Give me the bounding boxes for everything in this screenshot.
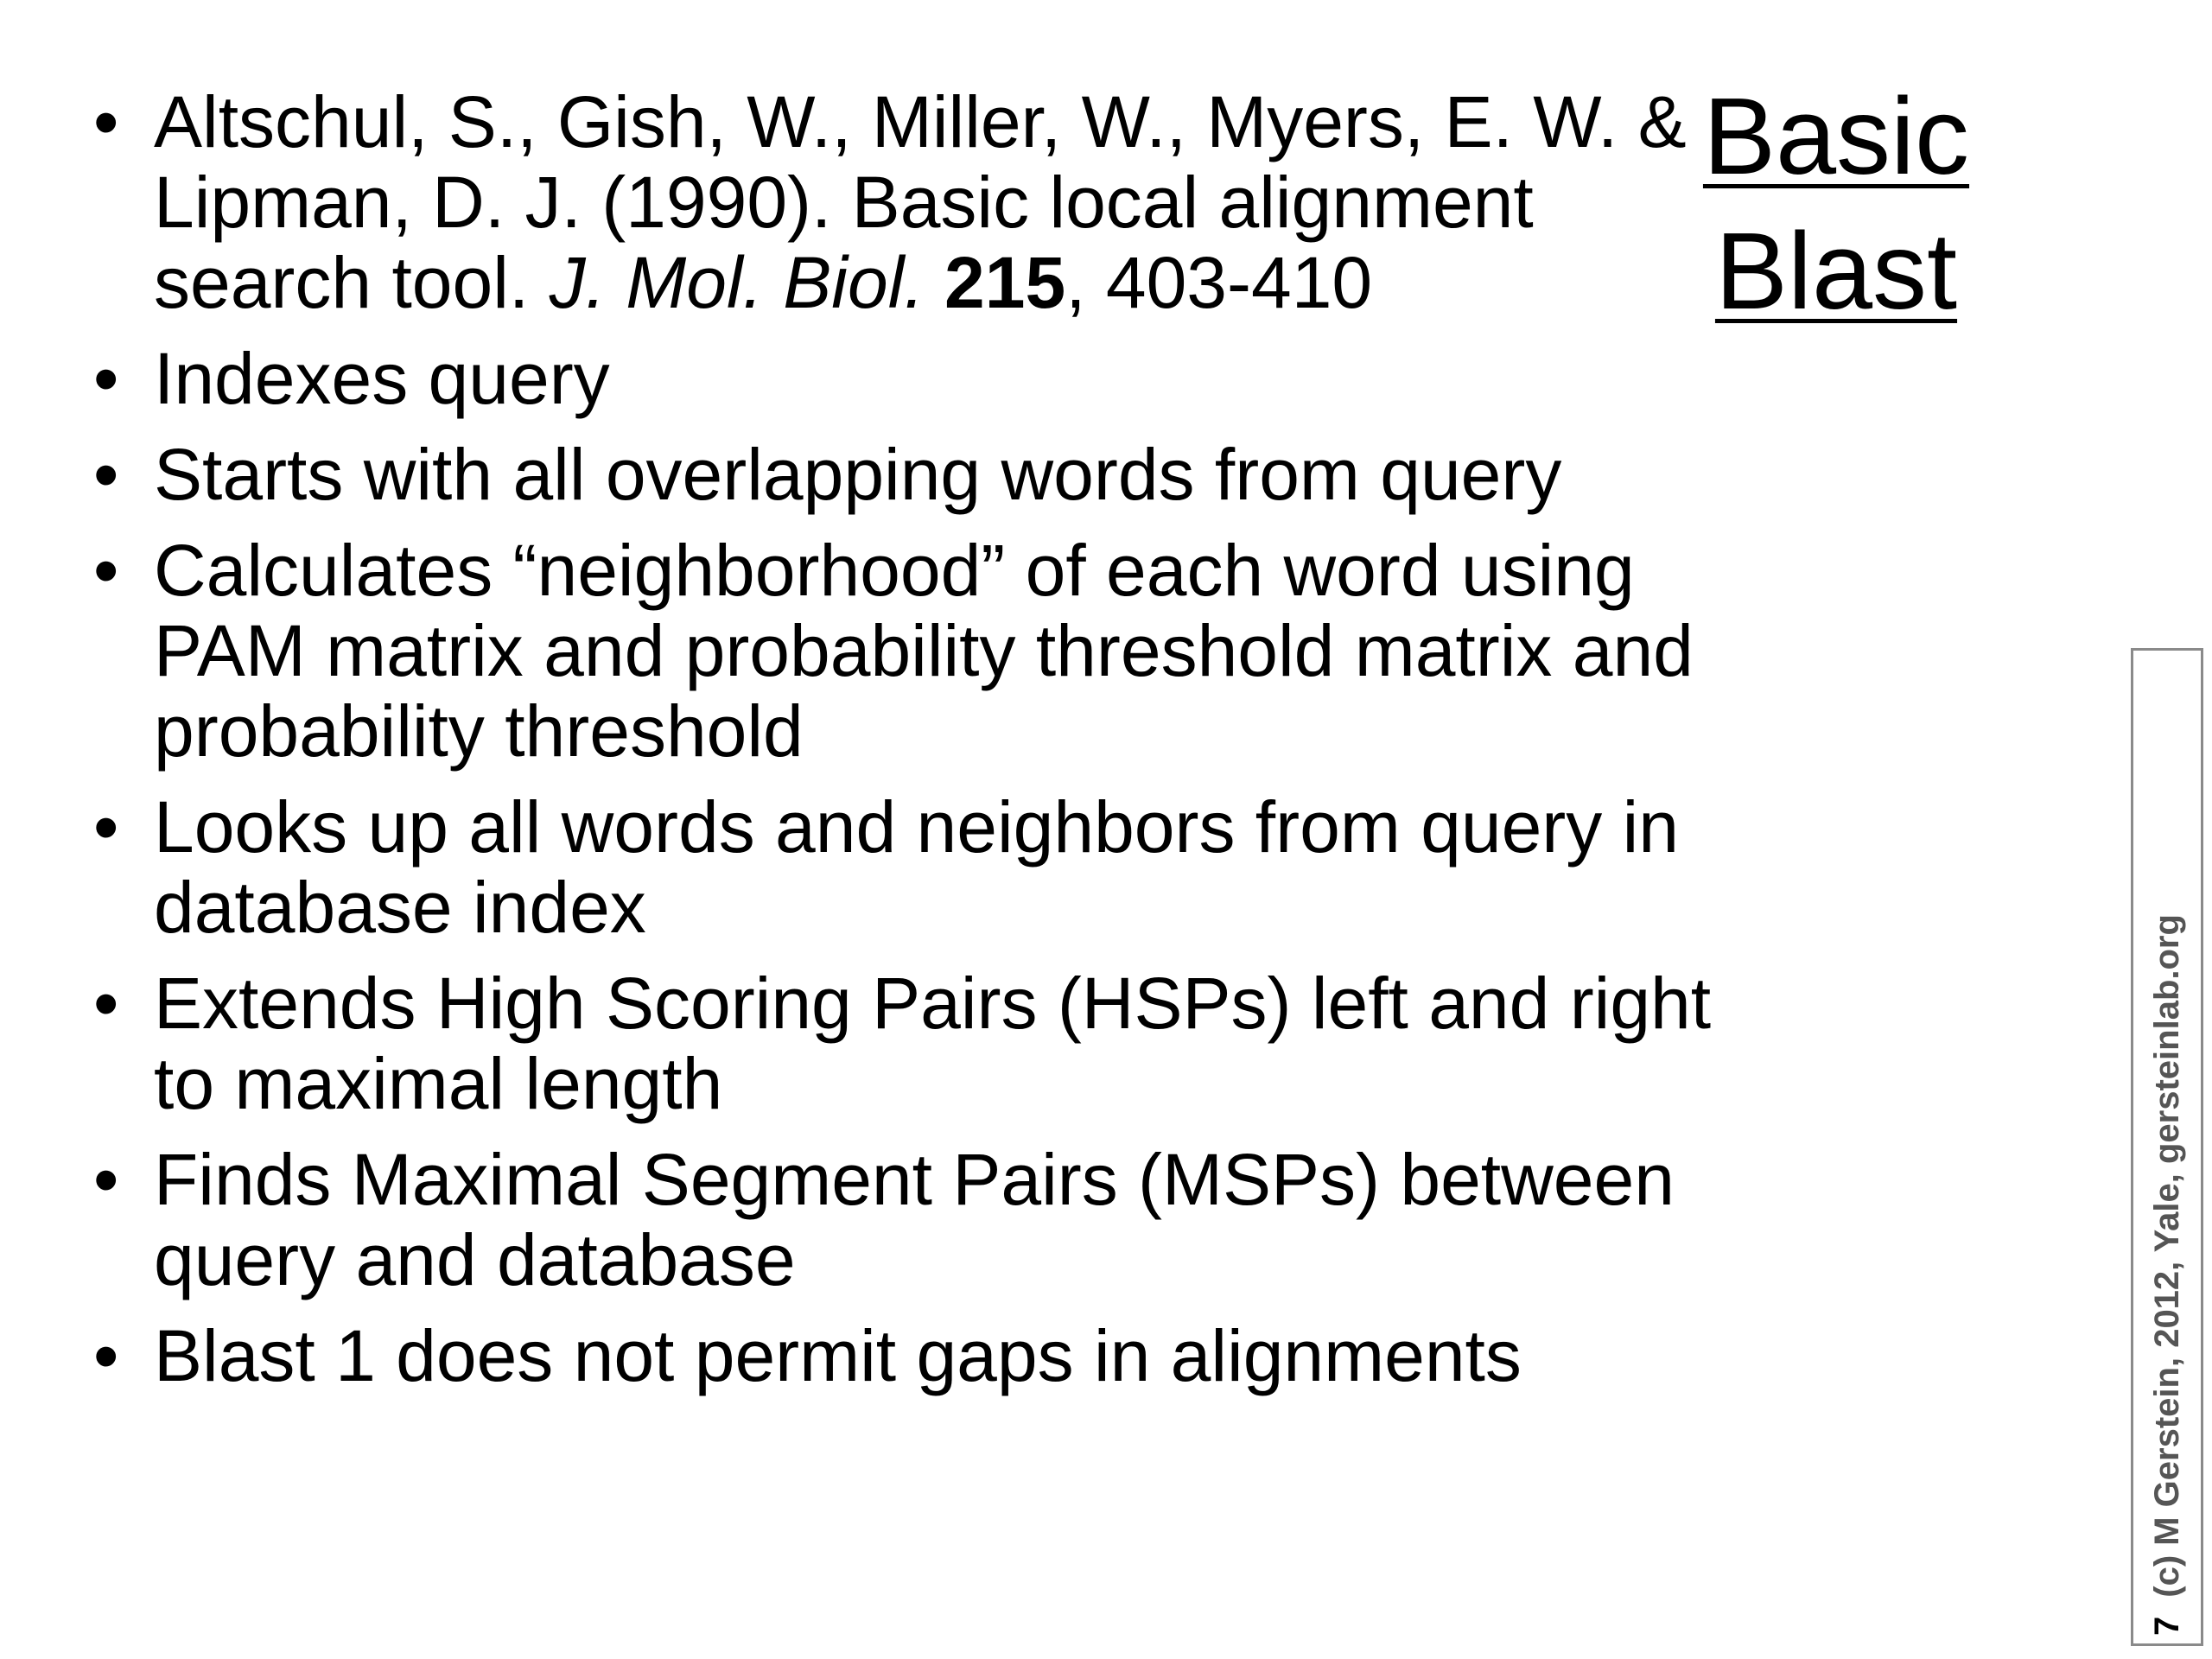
bullet-text: Indexes query (154, 338, 610, 419)
bullet-dot: • (93, 81, 119, 162)
bullet-dot: • (93, 1315, 119, 1396)
reference-authors: Altschul, S., Gish, W., Miller, W., Myers, E. W. & Lipman, D. J. (1990). Basic local alignment search tool. (154, 81, 1687, 323)
bullet-item (93, 435, 1718, 515)
reference-pages: , 403-410 (1065, 242, 1373, 323)
footer-text (2145, 651, 2189, 1644)
bullet-item (93, 963, 1718, 1124)
bullet-item (93, 531, 1718, 772)
bullet-dot: • (93, 963, 119, 1044)
bullet-dot: • (93, 1139, 119, 1220)
bullet-dot: • (93, 530, 119, 611)
copyright-text: (c) M Gerstein, 2012, Yale, gersteinlab.org (2148, 913, 2186, 1598)
bullet-text: Looks up all words and neighbors from query in database index (154, 786, 1679, 948)
bullet-dot: • (93, 786, 119, 868)
reference-journal: J. Mol. Biol. (549, 242, 925, 323)
bullet-text: Blast 1 does not permit gaps in alignments (154, 1315, 1522, 1396)
bullet-item (93, 1140, 1718, 1300)
reference-volume: 215 (944, 242, 1066, 323)
bullet-reference (93, 82, 1718, 323)
bullet-text: Starts with all overlapping words from query (154, 434, 1562, 515)
slide-number: 7 (2148, 1616, 2186, 1636)
title-line-1: Basic (1702, 75, 1970, 197)
bullet-item (93, 1316, 1718, 1396)
bullet-text: Calculates “neighborhood” of each word using PAM matrix and probability threshold matrix and probability threshold (154, 530, 1694, 772)
bullet-dot: • (93, 434, 119, 515)
bullet-dot: • (93, 338, 119, 419)
footer-box (2131, 648, 2203, 1646)
bullet-item (93, 339, 1718, 419)
bullet-text: Finds Maximal Segment Pairs (MSPs) between query and database (154, 1139, 1675, 1300)
bullet-item (93, 787, 1718, 948)
title-line-2: Blast (1714, 210, 1958, 332)
bullet-list (93, 82, 1718, 1412)
slide-title (1689, 69, 1983, 339)
bullet-text: Extends High Scoring Pairs (HSPs) left and right to maximal length (154, 963, 1712, 1124)
